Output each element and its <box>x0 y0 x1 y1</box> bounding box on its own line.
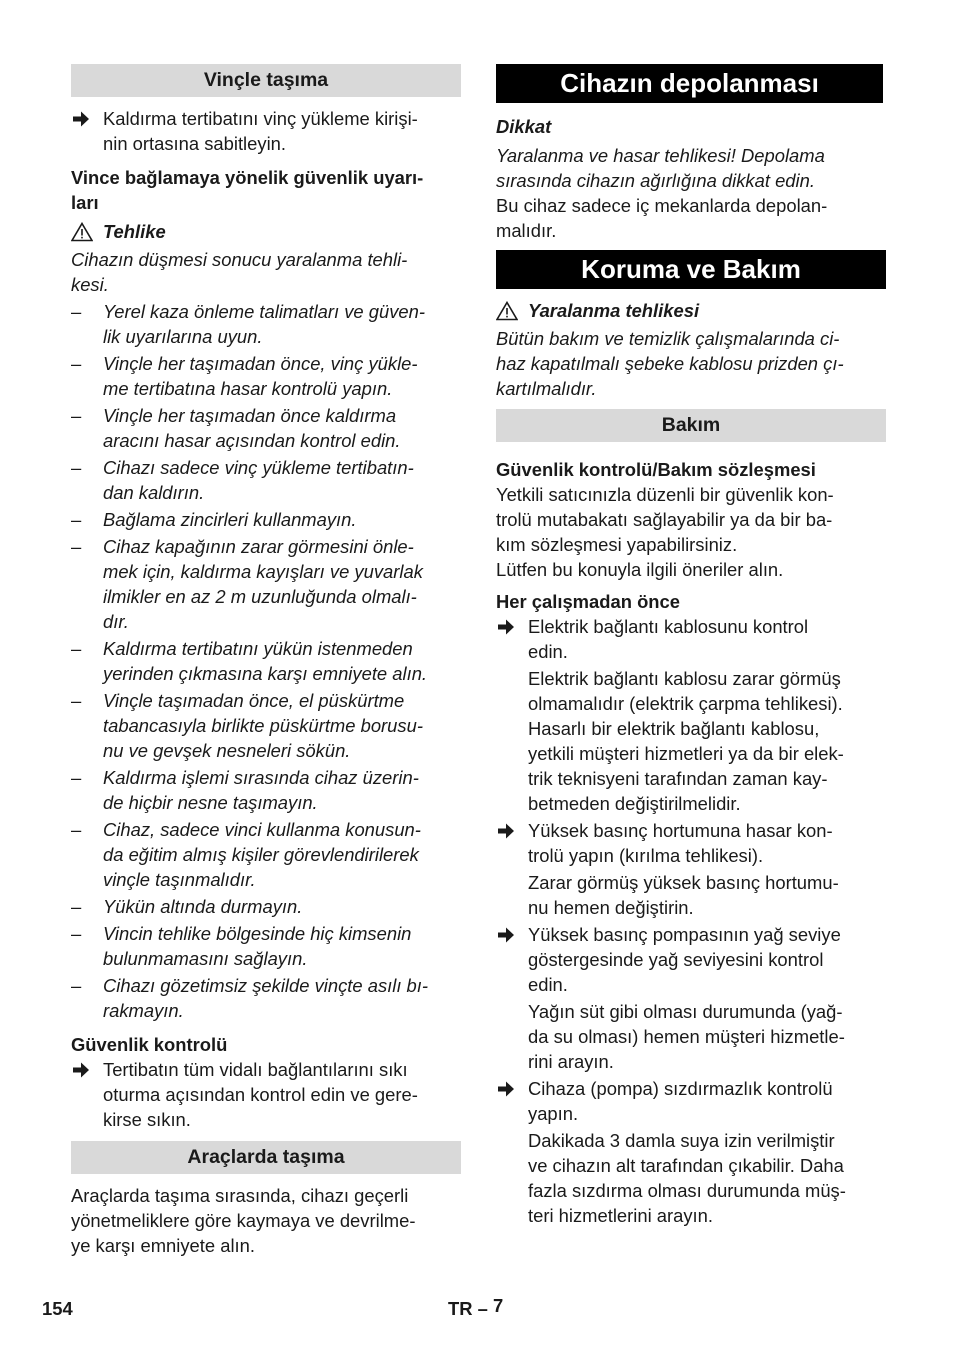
dash-marker: – <box>71 457 82 478</box>
danger-label: Tehlike <box>71 219 461 244</box>
dash-marker: – <box>71 353 82 374</box>
arrow-icon <box>496 922 520 950</box>
check-item-cable: Elektrik bağlantı kablosunu kontrol edin. <box>496 614 886 664</box>
list-item: – Yükün altında durmayın. <box>71 896 303 917</box>
list-item: – Vinçle taşımadan önce, el püskürtme tabancasıyla birlikte püskürtme borusu- nu ve gevşek nesneleri sökün. <box>71 690 423 761</box>
caution-label: Dikkat <box>496 116 552 137</box>
dash-marker: – <box>71 536 82 557</box>
dash-marker: – <box>71 638 82 659</box>
arrow-icon <box>71 1057 95 1085</box>
contract-text: Yetkili satıcınızla düzenli bir güvenlik kon- trolü mutabakatı sağlayabilir ya da bir ba- kım sözleşmesi yapabilirsiniz. Lütfen bu konuyla ilgili öneriler alın. <box>496 484 834 580</box>
caution-text: Yaralanma ve hasar tehlikesi! Depolama sırasında cihazın ağırlığına dikkat edin. <box>496 145 825 191</box>
instruction-line: nin ortasına sabitleyin. <box>103 133 286 154</box>
list-item: – Yerel kaza önleme talimatları ve güven- lik uyarılarına uyun. <box>71 301 425 347</box>
section-heading-crane-transport: Vinçle taşıma <box>71 64 461 97</box>
dash-marker: – <box>71 405 82 426</box>
instruction-item: Tertibatın tüm vidalı bağlantılarını sıkı oturma açısından kontrol edin ve gere- kirse sıkın. <box>71 1057 461 1132</box>
check-item-note: Elektrik bağlantı kablosu zarar görmüş olmamalıdır (elektrik çarpma tehlikesi). Hasarlı bir elektrik bağlantı kablosu, yetkili müşteri hizmetleri ya da bir elek- trik teknisyeni tarafından zaman kay- betmeden değiştirilmelidir. <box>528 668 844 814</box>
check-item-note: Dakikada 3 damla suya izin verilmiştir ve cihazın alt tarafından çıkabilir. Daha fazla sızdırma olması durumunda müş- teri hizmetlerini arayın. <box>528 1130 846 1226</box>
list-item: – Cihazı gözetimsiz şekilde vinçte asılı bı- rakmayın. <box>71 975 429 1021</box>
storage-text: Bu cihaz sadece iç mekanlarda depolan- malıdır. <box>496 195 828 241</box>
check-item-pump: Cihaza (pompa) sızdırmazlık kontrolü yapın. <box>496 1076 886 1126</box>
list-item: – Cihaz kapağının zarar görmesini önle- mek için, kaldırma kayışları ve yuvarlak ilmikler en az 2 m uzunluğunda olmalı- dır. <box>71 536 423 632</box>
dash-marker: – <box>71 767 82 788</box>
list-item: – Cihaz, sadece vinci kullanma konusun- da eğitim almış kişiler görevlendirilerek vinçle taşınmalıdır. <box>71 819 421 890</box>
dash-marker: – <box>71 923 82 944</box>
instruction-line: Kaldırma tertibatını vinç yükleme kirişi- <box>103 108 418 129</box>
subheading-before-work: Her çalışmadan önce <box>496 591 680 612</box>
arrow-icon <box>496 818 520 846</box>
vehicle-transport-text: Araçlarda taşıma sırasında, cihazı geçerli yönetmeliklere göre kaymaya ve devrilme- ye karşı emniyete alın. <box>71 1185 416 1256</box>
language-page-label: TR – 7 <box>448 1295 504 1319</box>
dash-marker: – <box>71 975 82 996</box>
arrow-icon <box>496 1076 520 1104</box>
list-item: – Kaldırma işlemi sırasında cihaz üzerin- de hiçbir nesne taşımayın. <box>71 767 419 813</box>
list-item: – Kaldırma tertibatını yükün istenmeden yerinden çıkmasına karşı emniyete alın. <box>71 638 428 684</box>
instruction-item <box>71 106 461 156</box>
dash-marker: – <box>71 819 82 840</box>
warning-triangle-icon <box>496 301 518 321</box>
dash-marker: – <box>71 301 82 322</box>
list-item: – Vincin tehlike bölgesinde hiç kimsenin bulunmamasını sağlayın. <box>71 923 412 969</box>
list-item: – Bağlama zincirleri kullanmayın. <box>71 509 357 530</box>
page-number: 154 <box>42 1298 73 1319</box>
dash-marker: – <box>71 896 82 917</box>
chapter-heading-storage: Cihazın depolanması <box>496 64 883 103</box>
section-heading-maintenance: Bakım <box>496 409 886 442</box>
warning-triangle-icon <box>71 222 93 242</box>
subheading-safety-contract: Güvenlik kontrolü/Bakım sözleşmesi <box>496 459 816 480</box>
injury-warning-text: Bütün bakım ve temizlik çalışmalarında ci- haz kapatılmalı şebeke kablosu prizden çı- kartılmalıdır. <box>496 328 844 399</box>
right-column <box>496 64 886 1228</box>
check-item-oil: Yüksek basınç pompasının yağ seviye göstergesinde yağ seviyesini kontrol edin. <box>496 922 886 997</box>
list-item: – Vinçle her taşımadan önce, vinç yükle- me tertibatına hasar kontrolü yapın. <box>71 353 418 399</box>
subheading-crane-safety: Vince bağlamaya yönelik güvenlik uyarı- ları <box>71 167 424 213</box>
list-item: – Cihazı sadece vinç yükleme tertibatın- dan kaldırın. <box>71 457 414 503</box>
check-item-note: Yağın süt gibi olması durumunda (yağ- da su olması) hemen müşteri hizmetle- rini arayın. <box>528 1001 845 1072</box>
left-column <box>71 64 461 1258</box>
injury-warning-label: Yaralanma tehlikesi <box>496 298 886 323</box>
chapter-heading-care: Koruma ve Bakım <box>496 250 886 289</box>
danger-text: Cihazın düşmesi sonucu yaralanma tehli- kesi. <box>71 249 408 295</box>
safety-dash-list <box>71 299 461 1023</box>
arrow-icon <box>71 106 95 134</box>
list-item: – Vinçle her taşımadan önce kaldırma aracını hasar açısından kontrol edin. <box>71 405 401 451</box>
check-item-hose: Yüksek basınç hortumuna hasar kon- trolü yapın (kırılma tehlikesi). <box>496 818 886 868</box>
subheading-safety-check: Güvenlik kontrolü <box>71 1034 228 1055</box>
section-heading-vehicle-transport: Araçlarda taşıma <box>71 1141 461 1174</box>
arrow-icon <box>496 614 520 642</box>
dash-marker: – <box>71 690 82 711</box>
dash-marker: – <box>71 509 82 530</box>
check-item-note: Zarar görmüş yüksek basınç hortumu- nu hemen değiştirin. <box>528 872 839 918</box>
